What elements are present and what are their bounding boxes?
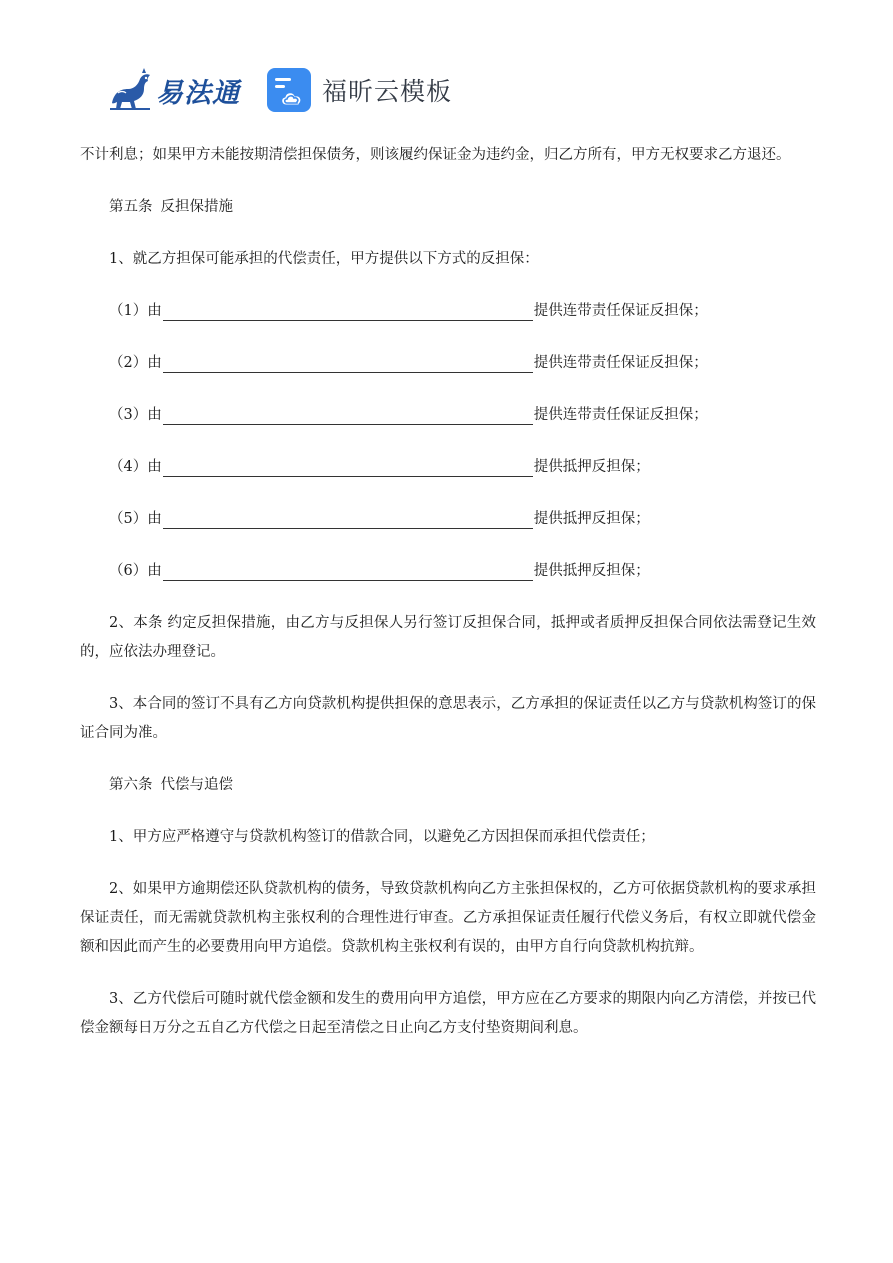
fill-in-blank[interactable]	[163, 510, 533, 529]
item-suffix: 提供抵押反担保；	[533, 563, 650, 579]
counter-guarantee-item-5	[80, 505, 816, 534]
logo1-text: 易法通	[156, 77, 240, 109]
counter-guarantee-item-6	[80, 557, 816, 586]
counter-guarantee-item-1	[80, 297, 816, 326]
fill-in-blank[interactable]	[163, 354, 533, 373]
clause-5-1: 1、就乙方担保可能承担的代偿责任，甲方提供以下方式的反担保：	[109, 251, 539, 267]
article-6-heading	[80, 771, 816, 800]
item-suffix: 提供连带责任保证反担保；	[533, 407, 708, 423]
article-6-number: 第六条	[109, 777, 153, 793]
document-body	[80, 141, 816, 1066]
fill-in-blank[interactable]	[163, 458, 533, 477]
page-header	[106, 64, 452, 116]
clause-5-2: 2、本条 约定反担保措施，由乙方与反担保人另行签订反担保合同，抵押或者质押反担保合同依法需登记生效的，应依法办理登记。	[80, 615, 816, 660]
fill-in-blank[interactable]	[163, 302, 533, 321]
item-number: （3）由	[109, 407, 162, 423]
counter-guarantee-item-2	[80, 349, 816, 378]
item-number: （1）由	[109, 303, 162, 319]
paragraph-continuation: 不计利息；如果甲方未能按期清偿担保债务，则该履约保证金为违约金，归乙方所有，甲方无权要求乙方退还。	[80, 147, 791, 163]
cloud-document-icon	[266, 67, 312, 113]
clause-5-3: 3、本合同的签订不具有乙方向贷款机构提供担保的意思表示，乙方承担的保证责任以乙方与贷款机构签订的保证合同为准。	[80, 696, 816, 741]
yifatong-logo	[106, 67, 240, 113]
item-suffix: 提供抵押反担保；	[533, 511, 650, 527]
logo2-text: 福昕云模板	[322, 77, 453, 106]
article-6-title: 代偿与追偿	[160, 777, 233, 793]
counter-guarantee-item-3	[80, 401, 816, 430]
item-number: （4）由	[109, 459, 162, 475]
article-5-title: 反担保措施	[160, 199, 233, 215]
clause-6-1: 1、甲方应严格遵守与贷款机构签订的借款合同，以避免乙方因担保而承担代偿责任；	[109, 829, 655, 845]
foxit-template-logo	[266, 67, 452, 113]
fill-in-blank[interactable]	[163, 562, 533, 581]
article-5-heading	[80, 193, 816, 222]
item-number: （5）由	[109, 511, 162, 527]
clause-6-2: 2、如果甲方逾期偿还队贷款机构的债务，导致贷款机构向乙方主张担保权的，乙方可依据贷款机构的要求承担保证责任，而无需就贷款机构主张权利的合理性进行审查。乙方承担保证责任履行代偿义务后，有权立即就代偿金额和因此而产生的必要费用向甲方追偿。贷款机构主张权利有误的，由甲方自行向贷款机构抗辩。	[80, 881, 816, 955]
item-number: （6）由	[109, 563, 162, 579]
item-number: （2）由	[109, 355, 162, 371]
fill-in-blank[interactable]	[163, 406, 533, 425]
counter-guarantee-item-4	[80, 453, 816, 482]
clause-6-3: 3、乙方代偿后可随时就代偿金额和发生的费用向甲方追偿，甲方应在乙方要求的期限内向乙方清偿，并按已代偿金额每日万分之五自乙方代偿之日起至清偿之日止向乙方支付垫资期间利息。	[80, 991, 816, 1036]
qilin-icon	[106, 67, 154, 113]
item-suffix: 提供连带责任保证反担保；	[533, 303, 708, 319]
article-5-number: 第五条	[109, 199, 153, 215]
item-suffix: 提供连带责任保证反担保；	[533, 355, 708, 371]
item-suffix: 提供抵押反担保；	[533, 459, 650, 475]
